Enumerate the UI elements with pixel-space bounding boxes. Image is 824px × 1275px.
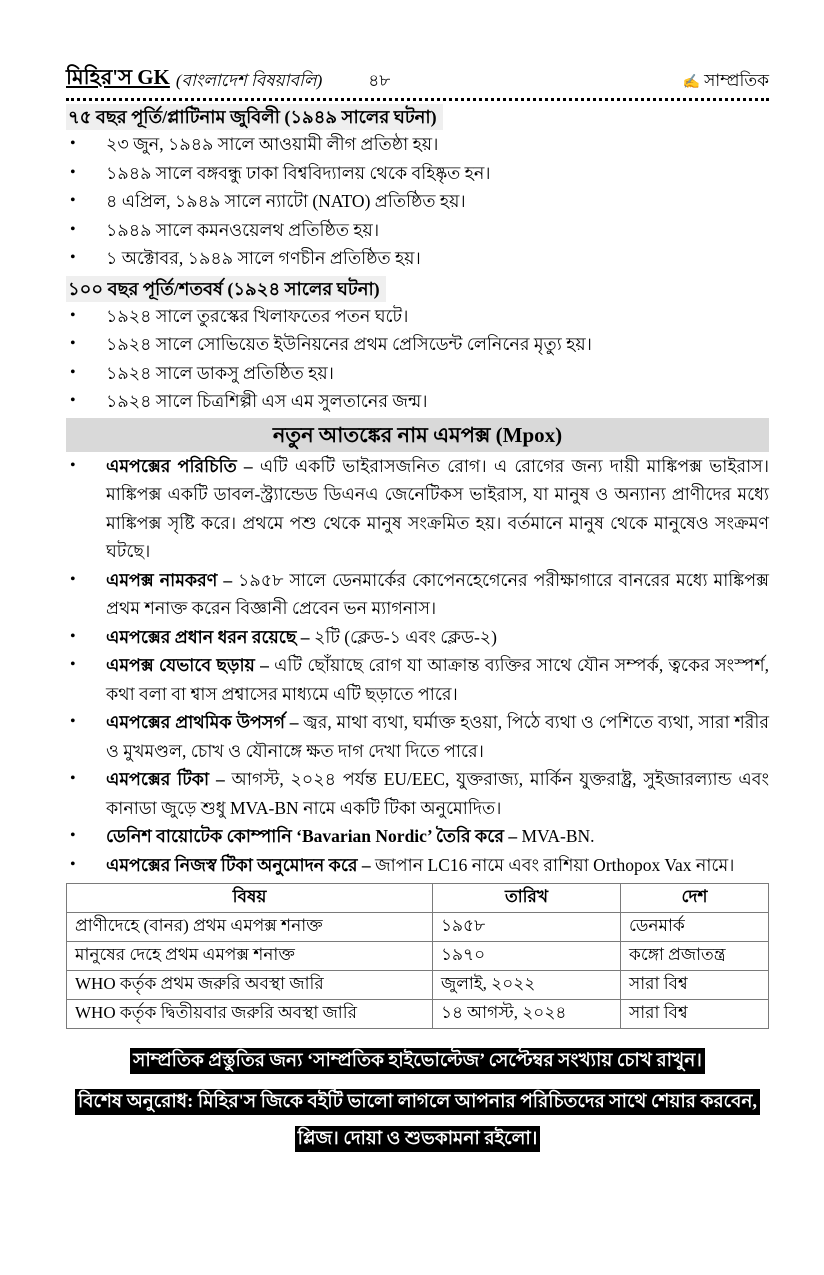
item-label: ডেনিশ বায়োটেক কোম্পানি ‘Bavarian Nordic’ তৈরি করে – (106, 826, 518, 846)
section-title-centenary: ১০০ বছর পূর্তি/শতবর্ষ (১৯২৪ সালের ঘটনা) (66, 276, 386, 302)
cell-date: ১৪ আগস্ট, ২০২৪ (433, 1000, 621, 1029)
cell-date: ১৯৫৮ (433, 913, 621, 942)
item-text: আগস্ট, ২০২৪ পর্যন্ত EU/EEC, যুক্তরাজ্য, মার্কিন যুক্তরাষ্ট্র, সুইজারল্যান্ড এবং কানাডা জুড়ে শুধু MVA-BN নামে একটি টিকা অনুমোদিত। (106, 769, 769, 818)
cell-subject: মানুষের দেহে প্রথম এমপক্স শনাক্ত (67, 942, 433, 971)
list-item: • ১৯৪৯ সালে বঙ্গবন্ধু ঢাকা বিশ্ববিদ্যালয় থেকে বহিষ্কৃত হন। (66, 159, 769, 188)
document-page (66, 65, 770, 1162)
notice-share-request: বিশেষ অনুরোধ: মিহির'স জিকে বইটি ভালো লাগলে আপনার পরিচিতদের সাথে শেয়ার করবেন, প্লিজ। দোয়া ও শুভকামনা রইলো। (75, 1089, 760, 1152)
cell-date: জুলাই, ২০২২ (433, 971, 621, 1000)
mpox-list (66, 452, 769, 880)
list-item: • ১৯২৪ সালে চিত্রশিল্পী এস এম সুলতানের জন্ম। (66, 387, 769, 416)
item-text: MVA-BN. (517, 826, 595, 846)
column-header-subject: বিষয় (67, 884, 433, 913)
item-text: এটি ছোঁয়াছে রোগ যা আক্রান্ত ব্যক্তির সাথে যৌন সম্পর্ক, ত্বকের সংস্পর্শ, কথা বলা বা শ্বাস প্রশ্বাসের মাধ্যমে এটি ছড়াতে পারে। (106, 655, 769, 704)
item-label: এমপক্সের প্রধান ধরন রয়েছে – (106, 626, 310, 647)
page-header (66, 65, 769, 101)
notices (66, 1043, 769, 1158)
mpox-banner: নতুন আতঙ্কের নাম এমপক্স (Mpox) (66, 418, 769, 452)
item-label: এমপক্সের পরিচিতি – (106, 455, 253, 476)
list-item: • ১৯৪৯ সালে কমনওয়েলথ প্রতিষ্ঠিত হয়। (66, 216, 769, 245)
item-label: এমপক্স যেভাবে ছড়ায় – (106, 655, 269, 675)
list-item (66, 651, 769, 708)
section-title-platinum-jubilee: ৭৫ বছর পূর্তি/প্লাটিনাম জুবিলী (১৯৪৯ সালের ঘটনা) (66, 104, 443, 130)
pen-hand-icon: ✍ (682, 74, 701, 90)
centenary-list (66, 302, 769, 416)
list-item (66, 452, 769, 566)
item-text: জাপান LC16 নামে এবং রাশিয়া Orthopox Vax নামে। (370, 854, 735, 875)
cell-subject: WHO কর্তৃক দ্বিতীয়বার জরুরি অবস্থা জারি (67, 1000, 433, 1029)
item-label: এমপক্সের প্রাথমিক উপসর্গ – (106, 712, 299, 732)
table-row (67, 971, 769, 1000)
list-item: • ১৯২৪ সালে তুরস্কের খিলাফতের পতন ঘটে। (66, 302, 769, 331)
cell-date: ১৯৭০ (433, 942, 621, 971)
cell-country: কঙ্গো প্রজাতন্ত্র (621, 942, 769, 971)
table-row (67, 1000, 769, 1029)
cell-country: ডেনমার্ক (621, 913, 769, 942)
item-label: এমপক্স নামকরণ – (106, 569, 233, 590)
list-item (66, 566, 769, 623)
cell-subject: প্রাণীদেহে (বানর) প্রথম এমপক্স শনাক্ত (67, 913, 433, 942)
section-label-group (683, 68, 769, 96)
page-number: ৪৮ (368, 71, 391, 90)
list-item: • ১ অক্টোবর, ১৯৪৯ সালে গণচীন প্রতিষ্ঠিত হয়। (66, 244, 769, 273)
list-item (66, 765, 769, 822)
list-item: • ৪ এপ্রিল, ১৯৪৯ সালে ন্যাটো (NATO) প্রতিষ্ঠিত হয়। (66, 187, 769, 216)
list-item (66, 851, 769, 880)
item-text: এটি একটি ভাইরাসজনিত রোগ। এ রোগের জন্য দায়ী মাঙ্কিপক্স ভাইরাস। মাঙ্কিপক্স একটি ডাবল-স্ট্র্যান্ডেড ডিএনএ জেনেটিকস ভাইরাস, যা মানুষ ও অন্যান্য প্রাণীদের মধ্যে মাঙ্কিপক্স সৃষ্টি করে। প্রথমে পশু থেকে মানুষ সংক্রমিত হয়। বর্তমানে মানুষ থেকে মানুষেও সংক্রমণ ঘটছে। (106, 455, 770, 561)
section-label: সাম্প্রতিক (704, 71, 769, 90)
list-item: • ১৯২৪ সালে সোভিয়েত ইউনিয়নের প্রথম প্রেসিডেন্ট লেনিনের মৃত্যু হয়। (66, 330, 769, 359)
cell-country: সারা বিশ্ব (621, 1000, 769, 1029)
list-item (66, 623, 769, 652)
mpox-timeline-table (66, 883, 769, 1029)
item-text: জ্বর, মাথা ব্যথা, ঘর্মাক্ত হওয়া, পিঠে ব্যথা ও পেশিতে ব্যথা, সারা শরীর ও মুখমণ্ডল, চোখ ও যৌনাঙ্গে ক্ষত দাগ দেখা দিতে পারে। (106, 712, 769, 761)
platinum-jubilee-list (66, 130, 769, 273)
cell-country: সারা বিশ্ব (621, 971, 769, 1000)
column-header-date: তারিখ (433, 884, 621, 913)
list-item (66, 708, 769, 765)
item-label: এমপক্সের নিজস্ব টিকা অনুমোদন করে – (106, 854, 371, 875)
list-item (66, 822, 769, 851)
list-item: • ১৯২৪ সালে ডাকসু প্রতিষ্ঠিত হয়। (66, 359, 769, 388)
table-header-row (67, 884, 769, 913)
table-row (67, 913, 769, 942)
book-brand: মিহির'স GK (66, 65, 170, 89)
list-item: • ২৩ জুন, ১৯৪৯ সালে আওয়ামী লীগ প্রতিষ্ঠা হয়। (66, 130, 769, 159)
column-header-country: দেশ (621, 884, 769, 913)
table-row (67, 942, 769, 971)
book-subtitle: (বাংলাদেশ বিষয়াবলি) (175, 71, 323, 90)
item-text: ২টি (ক্লেড-১ এবং ক্লেড-২) (309, 626, 497, 647)
notice-upcoming-issue: সাম্প্রতিক প্রস্তুতির জন্য ‘সাম্প্রতিক হাইভোল্টেজ’ সেপ্টেম্বর সংখ্যায় চোখ রাখুন। (130, 1048, 705, 1074)
cell-subject: WHO কর্তৃক প্রথম জরুরি অবস্থা জারি (67, 971, 433, 1000)
item-text: ১৯৫৮ সালে ডেনমার্কের কোপেনহেগেনের পরীক্ষাগারে বানরের মধ্যে মাঙ্কিপক্স প্রথম শনাক্ত করেন বিজ্ঞানী প্রেবেন ভন ম্যাগনাস। (106, 569, 769, 618)
item-label: এমপক্সের টিকা – (106, 769, 225, 789)
